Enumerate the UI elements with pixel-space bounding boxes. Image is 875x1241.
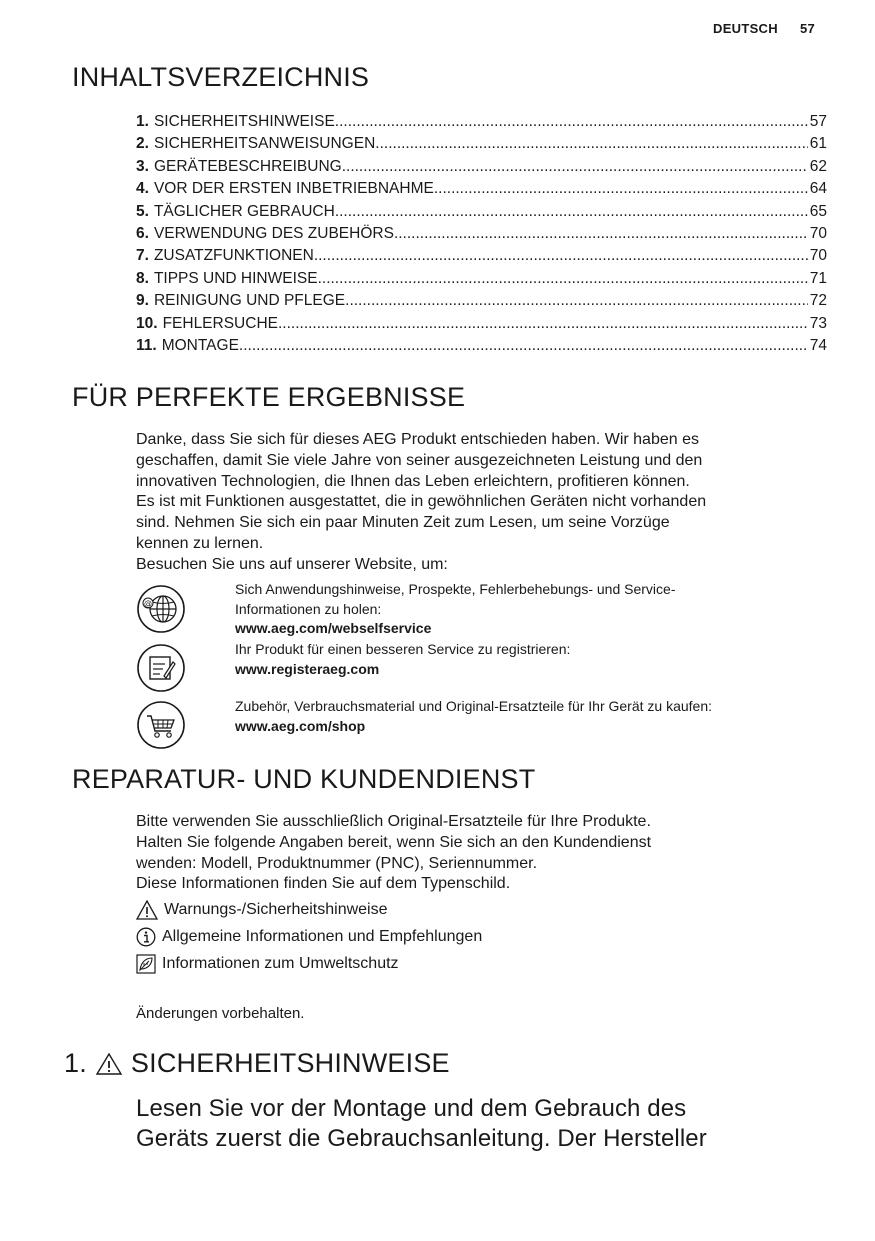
table-of-contents: [136, 111, 827, 357]
toc-item[interactable]: [136, 178, 827, 200]
register-icon: [136, 643, 186, 693]
toc-item-title: FEHLERSUCHE: [162, 314, 278, 332]
changes-note: Änderungen vorbehalten.: [136, 1005, 305, 1022]
toc-item-title: MONTAGE: [161, 336, 239, 354]
toc-leader-dots: [335, 111, 808, 133]
toc-leader-dots: [345, 290, 808, 312]
leaf-icon: [136, 954, 156, 974]
info-icon: [136, 927, 156, 947]
shop-link[interactable]: www.aeg.com/shop: [235, 717, 366, 734]
toc-item-number: 6.: [136, 224, 149, 242]
legend-label: Allgemeine Informationen und Empfehlungen: [162, 928, 483, 945]
toc-item-number: 4.: [136, 180, 149, 198]
page-header: [713, 21, 815, 36]
toc-item-number: 3.: [136, 157, 149, 175]
toc-leader-dots: [342, 156, 808, 178]
toc-item-number: 10.: [136, 314, 158, 332]
register-block: [136, 640, 826, 695]
safety-line: Lesen Sie vor der Montage und dem Gebrauch des: [136, 1095, 687, 1122]
safety-title: [64, 1048, 450, 1079]
shop-text: [235, 697, 825, 736]
toc-item-page: 72: [809, 292, 827, 310]
toc-leader-dots: [314, 245, 808, 267]
toc-item[interactable]: [136, 290, 827, 312]
cart-icon: [136, 700, 186, 750]
toc-item-page: 61: [809, 135, 827, 153]
link-description: Sich Anwendungshinweise, Prospekte, Fehlerbehebungs- und Service-: [235, 581, 676, 597]
register-text: [235, 640, 825, 679]
toc-item-number: 1.: [136, 113, 149, 130]
toc-item[interactable]: [136, 268, 827, 290]
toc-item-number: 2.: [136, 135, 149, 153]
service-line: Diese Informationen finden Sie auf dem Typenschild.: [136, 875, 511, 893]
toc-item-number: 8.: [136, 269, 149, 287]
toc-leader-dots: [434, 178, 808, 200]
toc-leader-dots: [318, 268, 808, 290]
link-description: Informationen zu holen:: [235, 600, 382, 617]
toc-item-page: 64: [809, 180, 827, 198]
service-line: Halten Sie folgende Angaben bereit, wenn Sie sich an den Kundendienst: [136, 833, 652, 851]
webselfservice-text: [235, 580, 825, 639]
toc-item-title: SICHERHEITSANWEISUNGEN: [153, 135, 376, 153]
toc-item[interactable]: [136, 245, 827, 267]
toc-item-page: 74: [809, 336, 827, 354]
webselfservice-block: [136, 580, 826, 640]
visit-line: Besuchen Sie uns auf unserer Website, um:: [136, 555, 448, 573]
toc-item-page: 57: [809, 113, 827, 130]
toc-item-number: 9.: [136, 292, 149, 310]
toc-leader-dots: [335, 201, 808, 223]
toc-item-title: GERÄTEBESCHREIBUNG: [153, 157, 342, 175]
toc-item-title: ZUSATZFUNKTIONEN: [153, 247, 314, 265]
toc-item-title: SICHERHEITSHINWEISE: [153, 113, 335, 130]
intro-line: Es ist mit Funktionen ausgestattet, die in gewöhnlichen Geräten nicht vorhanden: [136, 493, 707, 511]
service-line: wenden: Modell, Produktnummer (PNC), Seriennummer.: [136, 854, 538, 872]
perfect-results-title: FÜR PERFEKTE ERGEBNISSE: [72, 382, 466, 412]
svg-text:@: @: [144, 599, 152, 608]
service-title: REPARATUR- UND KUNDENDIENST: [72, 764, 536, 794]
safety-number: 1.: [64, 1048, 87, 1078]
link-description: Zubehör, Verbrauchsmaterial und Original-Ersatzteile für Ihr Gerät zu kaufen:: [235, 698, 713, 714]
toc-item[interactable]: [136, 156, 827, 178]
toc-item-title: TÄGLICHER GEBRAUCH: [153, 202, 335, 220]
toc-leader-dots: [239, 335, 808, 357]
toc-item[interactable]: [136, 111, 827, 133]
legend-environment: [136, 954, 399, 974]
toc-item[interactable]: [136, 223, 827, 245]
service-paragraph: [136, 812, 816, 895]
webselfservice-link[interactable]: www.aeg.com/webselfservice: [235, 620, 432, 636]
warning-icon: [136, 900, 158, 920]
toc-item-title: VOR DER ERSTEN INBETRIEBNAHME: [153, 180, 434, 198]
page-number: 57: [799, 21, 815, 36]
toc-leader-dots: [278, 313, 808, 335]
intro-line: geschaffen, damit Sie viele Jahre von seiner ausgezeichneten Leistung und den: [136, 451, 703, 469]
toc-item[interactable]: [136, 201, 827, 223]
toc-item-page: 70: [809, 224, 827, 242]
intro-line: sind. Nehmen Sie sich ein paar Minuten Zeit zum Lesen, um seine Vorzüge: [136, 514, 670, 532]
language-label: DEUTSCH: [713, 21, 778, 36]
toc-item-number: 11.: [136, 336, 157, 354]
toc-item-page: 65: [809, 202, 827, 220]
toc-item[interactable]: [136, 133, 827, 155]
toc-leader-dots: [394, 223, 808, 245]
toc-title: INHALTSVERZEICHNIS: [72, 62, 370, 92]
toc-item-title: REINIGUNG UND PFLEGE: [153, 292, 346, 310]
legend-info: [136, 927, 482, 947]
safety-heading-text: SICHERHEITSHINWEISE: [130, 1048, 450, 1078]
toc-item-title: VERWENDUNG DES ZUBEHÖRS: [153, 224, 394, 242]
toc-item-number: 5.: [136, 202, 149, 220]
globe-icon: [136, 584, 186, 634]
toc-item[interactable]: [136, 313, 827, 335]
toc-item-page: 70: [809, 247, 827, 265]
toc-leader-dots: [375, 133, 807, 155]
toc-item-page: 62: [809, 157, 827, 175]
register-link[interactable]: www.registeraeg.com: [235, 660, 380, 677]
toc-item-number: 7.: [136, 247, 149, 265]
toc-item[interactable]: [136, 335, 827, 357]
link-description: Ihr Produkt für einen besseren Service zu registrieren:: [235, 641, 571, 657]
safety-line: Geräts zuerst die Gebrauchsanleitung. Der Hersteller: [136, 1125, 707, 1152]
toc-item-title: TIPPS UND HINWEISE: [153, 269, 318, 287]
toc-item-page: 73: [809, 314, 827, 332]
legend-label: Informationen zum Umweltschutz: [162, 955, 399, 972]
intro-paragraph: [136, 430, 816, 576]
safety-intro: [136, 1094, 836, 1154]
intro-line: kennen zu lernen.: [136, 534, 264, 552]
legend-label: Warnungs-/Sicherheitshinweise: [164, 901, 388, 918]
legend-warning: [136, 900, 388, 920]
intro-line: Danke, dass Sie sich für dieses AEG Produkt entschieden haben. Wir haben es: [136, 431, 699, 448]
shop-block: [136, 697, 826, 752]
intro-line: innovativen Technologien, die Ihnen das Leben erleichtern, profitieren können.: [136, 472, 690, 490]
toc-item-page: 71: [809, 269, 827, 287]
service-line: Bitte verwenden Sie ausschließlich Original-Ersatzteile für Ihre Produkte.: [136, 813, 651, 830]
warning-icon: [95, 1052, 123, 1076]
